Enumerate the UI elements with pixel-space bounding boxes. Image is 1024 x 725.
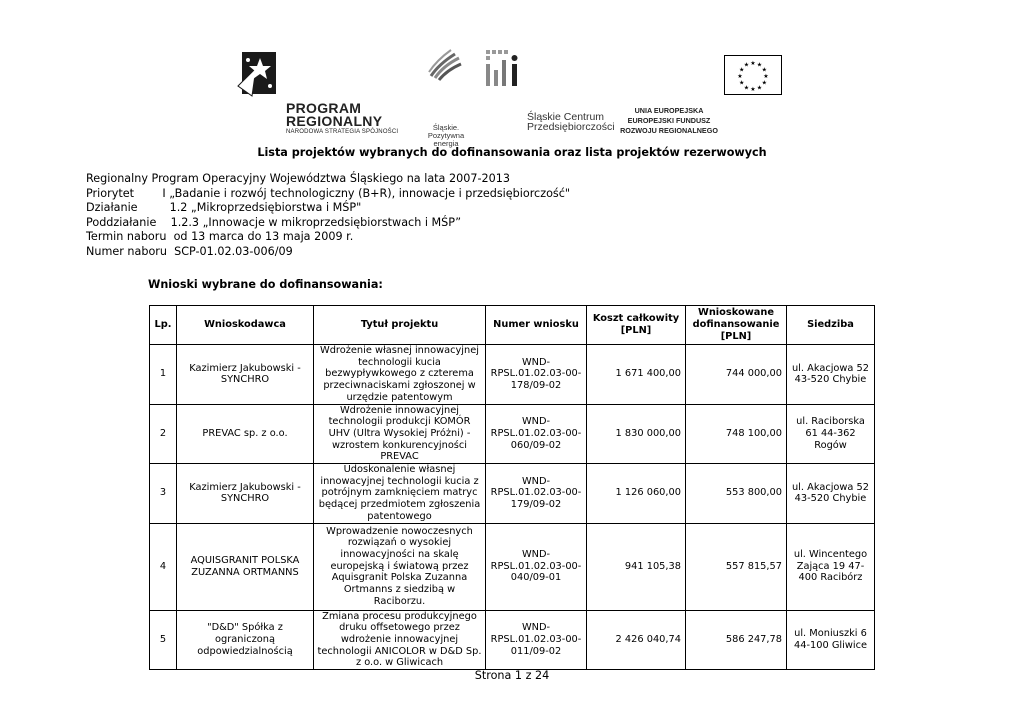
cell-tytul: Wdrożenie własnej innowacyjnej technologii kucia bezwypływkowego z czterema przeciwnaciskami zgłoszonej w urzędzie patentowym [314,345,486,405]
header-lp: Lp. [150,306,177,345]
cell-siedziba: ul. Akacjowa 52 43-520 Chybie [787,464,875,524]
svg-text:★: ★ [750,86,756,93]
cell-numer: WND-RPSL.01.02.03-00-060/09-02 [486,404,587,464]
cell-wnioskodawca: PREVAC sp. z o.o. [177,404,314,464]
cell-wnioskodawca: Kazimierz Jakubowski - SYNCHRO [177,345,314,405]
table-header-row [150,306,875,345]
cell-numer: WND-RPSL.01.02.03-00-178/09-02 [486,345,587,405]
cell-dofinansowanie: 586 247,78 [686,610,787,670]
svg-text:★: ★ [756,84,763,92]
svg-text:★: ★ [743,84,750,92]
ue-line3: ROZWOJU REGIONALNEGO [620,126,718,135]
svg-text:★: ★ [739,66,745,74]
eu-flag-icon [724,55,782,95]
cell-wnioskodawca: Kazimierz Jakubowski - SYNCHRO [177,464,314,524]
svg-text:★: ★ [743,61,750,69]
cell-dofinansowanie: 553 800,00 [686,464,787,524]
program-regionalny-logo [286,102,398,137]
cell-numer: WND-RPSL.01.02.03-00-040/09-01 [486,523,587,610]
svg-text:★: ★ [756,61,763,69]
cell-tytul: Udoskonalenie własnej innowacyjnej technologii kucia z potrójnym zamknięciem matryc będącej przedmiotem zgłoszenia patentowego [314,464,486,524]
info-numer-naboru: Numer naboru SCP-01.02.03-006/09 [86,244,293,258]
cell-dofinansowanie: 557 815,57 [686,523,787,610]
ue-logo-text [620,106,718,136]
scp-line1: Śląskie Centrum [527,111,605,123]
program-line1: PROGRAM [286,100,362,116]
cell-dofinansowanie: 748 100,00 [686,404,787,464]
cell-siedziba: ul. Wincentego Zająca 19 47-400 Racibórz [787,523,875,610]
cell-koszt: 1 830 000,00 [587,404,686,464]
cell-lp: 1 [150,345,177,405]
header-numer: Numer wniosku [486,306,587,345]
cell-tytul: Zmiana procesu produkcyjnego druku offsetowego przez wdrożenie innowacyjnej technologii ANICOLOR w D&D Sp. z o.o. w Gliwicach [314,610,486,670]
cell-siedziba: ul. Raciborska 61 44-362 Rogów [787,404,875,464]
cell-siedziba: ul. Moniuszki 6 44-100 Gliwice [787,610,875,670]
info-priorytet: Priorytet I „Badanie i rozwój technologiczny (B+R), innowacje i przedsiębiorczość" [86,186,571,200]
document-title: Lista projektów wybranych do dofinansowania oraz lista projektów rezerwowych [257,146,767,159]
logo-strip [0,44,1024,148]
table-row [150,523,875,610]
cell-tytul: Wprowadzenie nowoczesnych rozwiązań o wysokiej innowacyjności na skalę europejską i światową przez Aquisgranit Polska Zuzanna Ortmanns z siedzibą w Raciborzu. [314,523,486,610]
ue-line1: UNIA EUROPEJSKA [634,106,704,115]
program-regionalny-emblem-icon [236,46,282,102]
ue-line2: EUROPEJSKI FUNDUSZ [627,116,711,125]
section-subtitle: Wnioski wybrane do dofinansowania: [148,278,383,291]
cell-wnioskodawca: "D&D" Spółka z ograniczoną odpowiedzialnością [177,610,314,670]
projects-table [149,305,875,670]
info-termin-naboru: Termin naboru od 13 marca do 13 maja 2009 r. [86,230,354,244]
table-row [150,404,875,464]
slaskie-line2: Pozytywna energia [427,131,465,148]
cell-lp: 2 [150,404,177,464]
info-dzialanie: Działanie 1.2 „Mikroprzedsiębiorstwa i MŚP" [86,201,362,215]
cell-koszt: 1 671 400,00 [587,345,686,405]
info-program: Regionalny Program Operacyjny Województwa Śląskiego na lata 2007-2013 [86,172,510,185]
header-siedziba: Siedziba [787,306,875,345]
cell-numer: WND-RPSL.01.02.03-00-179/09-02 [486,464,587,524]
table-row [150,464,875,524]
cell-wnioskodawca: AQUISGRANIT POLSKA ZUZANNA ORTMANNS [177,523,314,610]
header-tytul: Tytuł projektu [314,306,486,345]
cell-tytul: Wdrożenie innowacyjnej technologii produkcji KOMÓR UHV (Ultra Wysokiej Próżni) - wzrostem konkurencyjności PREVAC [314,404,486,464]
svg-text:★: ★ [761,79,767,87]
slaskie-logo-text [420,124,472,148]
cell-lp: 3 [150,464,177,524]
svg-text:★: ★ [750,60,756,67]
header-dofinansowanie: Wnioskowane dofinansowanie [PLN] [686,306,787,345]
header-koszt: Koszt całkowity [PLN] [587,306,686,345]
cell-dofinansowanie: 744 000,00 [686,345,787,405]
cell-numer: WND-RPSL.01.02.03-00-011/09-02 [486,610,587,670]
svg-text:★: ★ [739,79,745,87]
program-line3: NARODOWA STRATEGIA SPÓJNOŚCI [286,129,399,135]
scp-logo-text [527,112,615,132]
slaskie-logo-icon [425,46,465,82]
scp-logo-icon [486,50,526,88]
page-number: Strona 1 z 24 [474,669,550,682]
slaskie-line1: Śląskie. [432,123,460,132]
cell-lp: 4 [150,523,177,610]
cell-lp: 5 [150,610,177,670]
scp-line2: Przedsiębiorczości [527,121,615,133]
program-line2: REGIONALNY [286,113,383,129]
svg-text:★: ★ [761,66,767,74]
svg-text:★: ★ [763,73,769,80]
cell-koszt: 1 126 060,00 [587,464,686,524]
info-block [86,172,570,260]
header-wnioskodawca: Wnioskodawca [177,306,314,345]
svg-text:★: ★ [737,73,743,80]
cell-koszt: 941 105,38 [587,523,686,610]
cell-koszt: 2 426 040,74 [587,610,686,670]
info-poddzialanie: Poddziałanie 1.2.3 „Innowacje w mikroprzedsiębiorstwach i MŚP” [86,215,462,229]
table-row [150,345,875,405]
cell-siedziba: ul. Akacjowa 52 43-520 Chybie [787,345,875,405]
table-row [150,610,875,670]
